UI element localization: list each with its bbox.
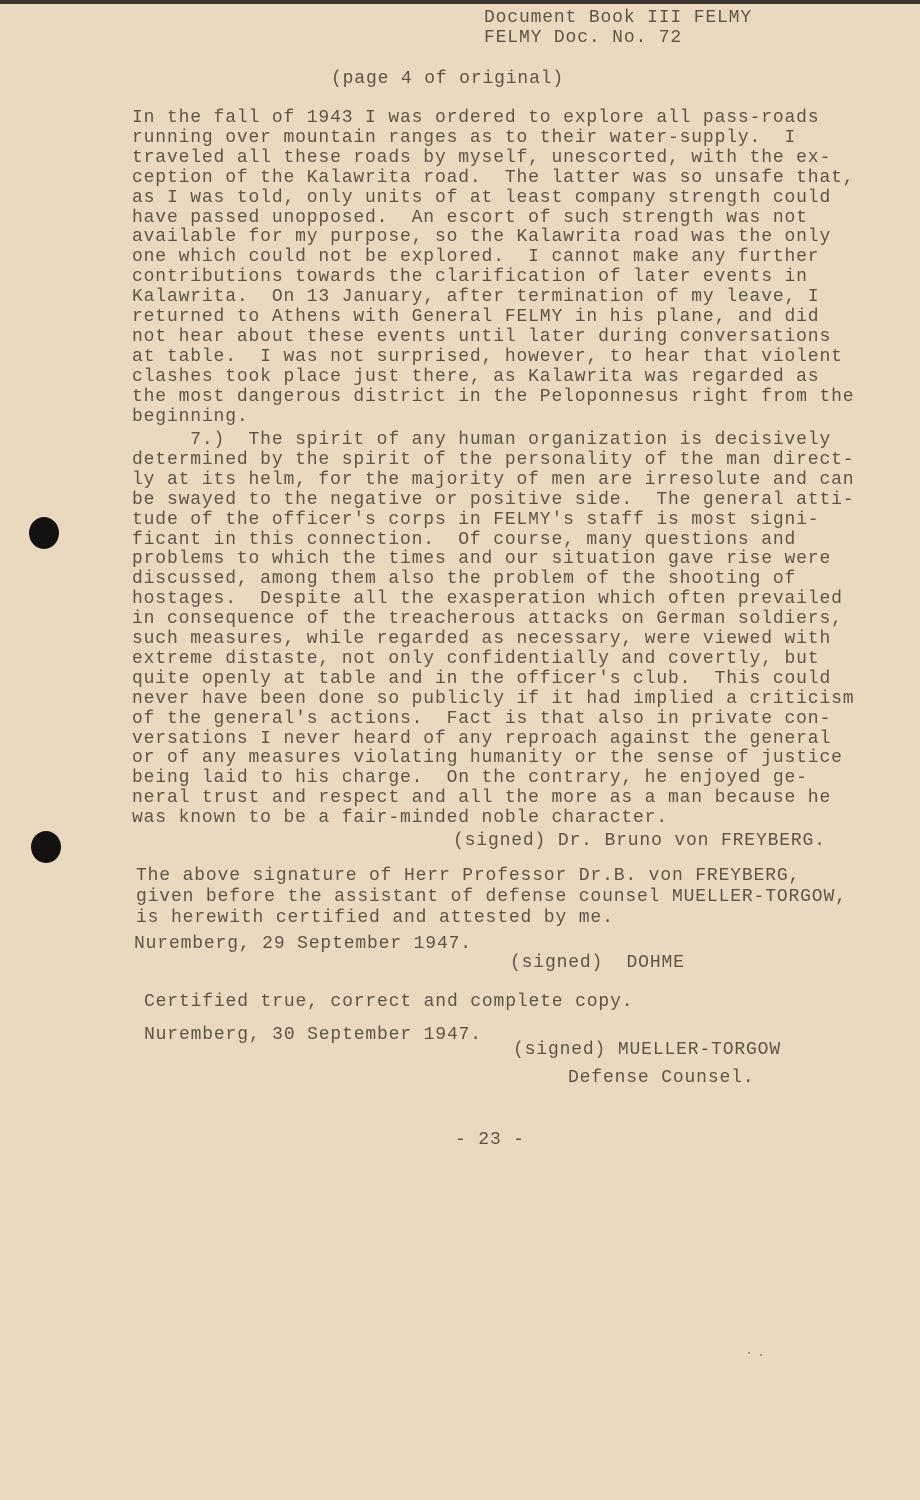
text-line: versations I never heard of any reproach against the general — [132, 728, 832, 749]
text-line: one which could not be explored. I cannot make any further — [132, 247, 820, 268]
text-line: 7.) The spirit of any human organization is decisively — [132, 430, 832, 450]
text-line: the most dangerous district in the Peloponnesus right from the — [132, 386, 855, 407]
text-line: of the general's actions. Fact is that also in private con- — [132, 708, 832, 729]
text-line: determined by the spirit of the personality of the man direct- — [132, 449, 855, 470]
place-date-1: Nuremberg, 29 September 1947. — [134, 934, 472, 954]
text-line: neral trust and respect and all the more as a man because he — [132, 788, 832, 809]
punch-hole — [31, 831, 61, 863]
page-number: - 23 - — [455, 1130, 525, 1150]
text-line: be swayed to the negative or positive side. The general atti- — [132, 489, 855, 510]
text-line: at table. I was not surprised, however, to hear that violent — [132, 346, 843, 367]
text-line: never have been done so publicly if it had implied a criticism — [132, 688, 855, 709]
text-line: is herewith certified and attested by me. — [136, 908, 614, 928]
text-line: returned to Athens with General FELMY in his plane, and did — [132, 307, 820, 327]
text-line: given before the assistant of defense counsel MUELLER-TORGOW, — [136, 887, 847, 907]
signature-mueller-torgow: (signed) MUELLER-TORGOW — [513, 1040, 781, 1060]
text-line: traveled all these roads by myself, unescorted, with the ex- — [132, 147, 832, 168]
text-line: Kalawrita. On 13 January, after termination of my leave, I — [132, 287, 820, 308]
text-line: clashes took place just there, as Kalawrita was regarded as — [132, 366, 820, 387]
text-line: available for my purpose, so the Kalawrita road was the only — [132, 227, 832, 248]
text-line: being laid to his charge. On the contrary, he enjoyed ge- — [132, 768, 808, 789]
text-line: The above signature of Herr Professor Dr.B. von FREYBERG, — [136, 866, 801, 886]
text-line: problems to which the times and our situation gave rise were — [132, 549, 832, 570]
text-line: quite openly at table and in the officer's club. This could — [132, 668, 832, 689]
defense-counsel-title: Defense Counsel. — [568, 1068, 755, 1088]
text-line: discussed, among them also the problem of the shooting of — [132, 569, 797, 590]
text-line: In the fall of 1943 I was ordered to explore all pass-roads — [132, 108, 820, 128]
text-line: ception of the Kalawrita road. The latter was so unsafe that, — [132, 167, 855, 188]
text-line: such measures, while regarded as necessary, were viewed with — [132, 629, 832, 649]
speck — [760, 1354, 762, 1356]
text-line: not hear about these events until later during conversations — [132, 326, 832, 347]
signature-freyberg: (signed) Dr. Bruno von FREYBERG. — [453, 831, 826, 851]
speck — [748, 1352, 750, 1354]
certified-copy-statement: Certified true, correct and complete copy. — [144, 992, 634, 1012]
text-line: extreme distaste, not only confidentially and covertly, but — [132, 648, 820, 669]
text-line: or of any measures violating humanity or the sense of justice — [132, 748, 843, 769]
text-line: have passed unopposed. An escort of such strength was not — [132, 207, 808, 228]
page-note: (page 4 of original) — [331, 69, 565, 89]
text-line: ficant in this connection. Of course, many questions and — [132, 529, 797, 550]
signature-dohme: (signed) DOHME — [510, 953, 685, 973]
text-line: as I was told, only units of at least company strength could — [132, 187, 832, 208]
text-line: ly at its helm, for the majority of men are irresolute and can — [132, 469, 855, 490]
header-document-book: Document Book III FELMY — [484, 8, 752, 28]
text-line: tude of the officer's corps in FELMY's staff is most signi- — [132, 509, 820, 530]
place-date-2: Nuremberg, 30 September 1947. — [144, 1025, 482, 1045]
punch-hole — [29, 517, 59, 549]
text-line: contributions towards the clarification of later events in — [132, 267, 808, 288]
text-line: running over mountain ranges as to their water-supply. I — [132, 127, 797, 148]
text-line: beginning. — [132, 406, 249, 427]
header-doc-number: FELMY Doc. No. 72 — [484, 28, 683, 48]
text-line: hostages. Despite all the exasperation which often prevailed — [132, 589, 843, 610]
text-line: in consequence of the treacherous attacks on German soldiers, — [132, 609, 843, 630]
text-line: was known to be a fair-minded noble character. — [132, 808, 668, 829]
scan-top-edge — [0, 0, 920, 4]
